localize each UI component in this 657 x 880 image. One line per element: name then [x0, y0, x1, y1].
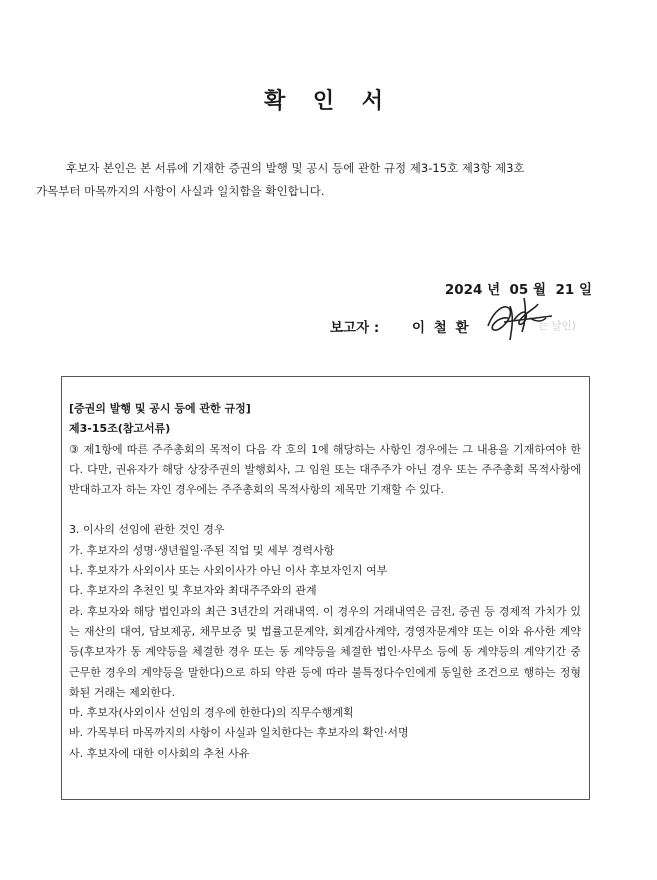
sub-item: 라. 후보자와 해당 법인과의 최근 3년간의 거래내역. 이 경우의 거래내역은 금전, 증권 등 경제적 가치가 있는 재산의 대여, 담보제공, 채무보증 및 법률고문계약, 회계감사계약, 경영자문계약 또는 이와 유사한 계약등(후보자가 동 계약등을 체결한 경우 또는 동 계약등을 체결한 법인·사무소 등에 동 계약등의 계약기간 중 근무한 경우의 계약등을 말한다)으로 하되 약관 등에 따라 불특정다수인에게 동일한 조건으로 행하는 정형화된 거래는 제외한다.	[69, 604, 581, 699]
confirmation-statement	[36, 157, 621, 203]
handwritten-signature	[480, 296, 558, 342]
article-paragraph: ③ 제1항에 따른 주주총회의 목적이 다음 각 호의 1에 해당하는 사항인 경우에는 그 내용을 기재하여야 한다. 다만, 권유자가 해당 상장주권의 발행회사, 그 임원 또는 대주주가 아닌 경우 또는 주주총회 목적사항에 반대하고자 하는 자인 경우에는 주주총회의 목적사항의 제목만 기재할 수 있다.	[69, 442, 581, 497]
sub-item: 다. 후보자의 추천인 및 후보자와 최대주주와의 관계	[69, 584, 317, 598]
sub-item: 바. 가목부터 마목까지의 사항이 사실과 일치한다는 후보자의 확인·서명	[69, 726, 409, 740]
reporter-name: 이 철 환	[412, 320, 471, 336]
item-3: 3. 이사의 선임에 관한 것인 경우	[69, 523, 225, 537]
reporter-label: 보고자 :	[330, 320, 380, 336]
sub-item: 사. 후보자에 대한 이사회의 추천 사유	[69, 746, 250, 760]
sub-item: 나. 후보자가 사외이사 또는 사외이사가 아닌 이사 후보자인지 여부	[69, 564, 388, 578]
spacer	[69, 500, 581, 520]
regulation-heading: [증권의 발행 및 공시 등에 관한 규정]	[69, 402, 251, 415]
signing-date: 2024 년 05 월 21 일	[444, 282, 592, 298]
article-title: 제3-15조(참고서류)	[69, 422, 171, 436]
statement-line-2: 가목부터 마목까지의 사항이 사실과 일치함을 확인합니다.	[36, 184, 325, 198]
statement-line-1: 후보자 본인은 본 서류에 기재한 증권의 발행 및 공시 등에 관한 규정 제3-15호 제3항 제3호	[66, 161, 525, 175]
sub-item: 마. 후보자(사외이사 선임의 경우에 한한다)의 직무수행계획	[69, 706, 354, 720]
seal-note: 는 날인)	[538, 320, 576, 332]
sub-item: 가. 후보자의 성명·생년월일·주된 직업 및 세부 경력사항	[69, 543, 335, 557]
document-title: 확 인 서	[263, 89, 394, 114]
regulation-excerpt-box	[61, 376, 590, 800]
